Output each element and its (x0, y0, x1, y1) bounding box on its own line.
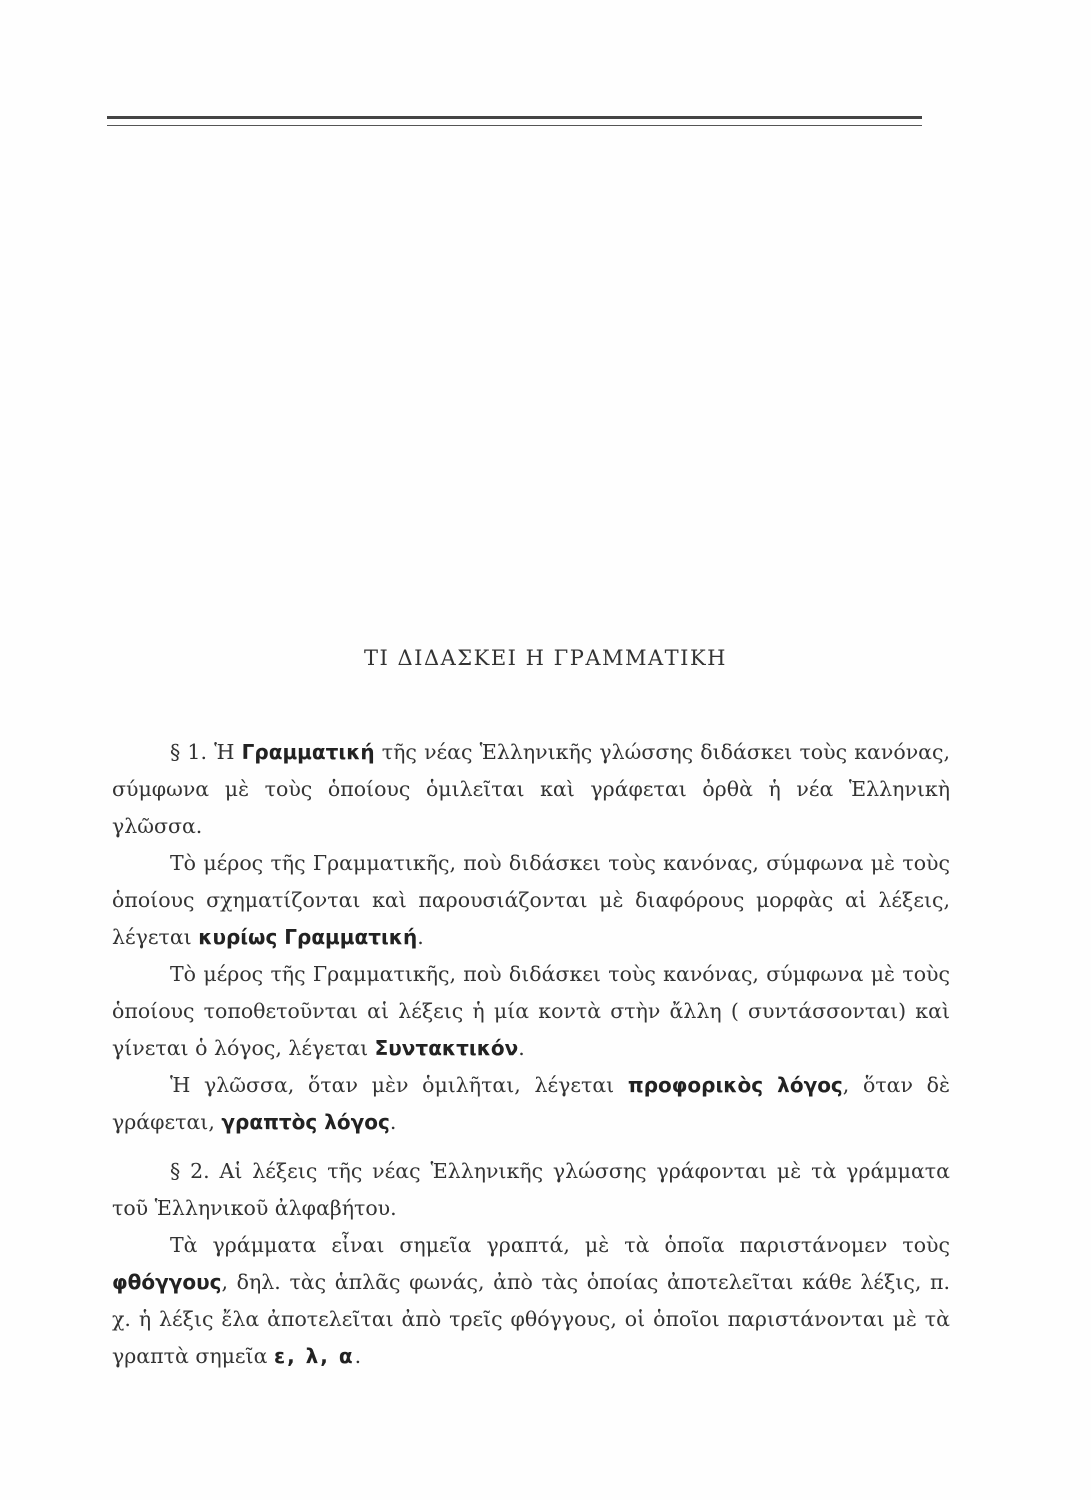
text-run: Αἱ λέξεις τῆς νέας Ἑλληνικῆς γλώσσης γράφονται μὲ τὰ γράμματα τοῦ Ἑλληνικοῦ ἀλφαβήτου. (112, 1159, 950, 1220)
paragraph-1 (112, 734, 950, 845)
paragraph-6 (112, 1227, 950, 1375)
text-run: Ἡ γλῶσσα, ὅταν μὲν ὁμιλῆται, λέγεται (170, 1073, 628, 1097)
bold-term-written-speech: γραπτὸς λόγος (221, 1110, 390, 1134)
paragraph-2 (112, 845, 950, 956)
text-run: Ἡ (206, 740, 242, 764)
bold-term-syntax: Συντακτικόν (374, 1036, 519, 1060)
text-run: . (389, 1110, 397, 1134)
bold-term-phonemes: φθόγγους (112, 1270, 222, 1294)
text-run: . (354, 1344, 362, 1368)
bold-term-oral-speech: προφορικὸς λόγος (627, 1073, 843, 1097)
paragraph-3 (112, 956, 950, 1067)
section-heading: ΤΙ ΔΙΔΑΣΚΕΙ Η ΓΡΑΜΜΑΤΙΚΗ (364, 646, 727, 670)
text-run: . (518, 1036, 525, 1060)
header-rule-thin (107, 125, 922, 126)
paragraph-5 (112, 1153, 950, 1227)
paragraph-4 (112, 1067, 950, 1141)
text-run: Τὰ γράμματα εἶναι σημεῖα γραπτά, μὲ τὰ ὁποῖα παριστάνομεν τοὺς (170, 1233, 950, 1257)
bold-term-grammar: Γραμματική (241, 740, 375, 764)
body-text (112, 734, 950, 1375)
section-marker-1: § 1. (170, 740, 207, 764)
text-run: Τὸ μέρος τῆς Γραμματικῆς, ποὺ διδάσκει τοὺς κανόνας, σύμφωνα μὲ τοὺς ὁποίους σχηματίζονται καὶ παρουσιάζονται μὲ διαφόρους μορφὰς αἱ λέξεις, λέγεται (112, 851, 950, 949)
section-marker-2: § 2. (170, 1159, 210, 1183)
header-rule-thick (107, 116, 922, 119)
text-run: Τὸ μέρος τῆς Γραμματικῆς, ποὺ διδάσκει τοὺς κανόνας, σύμφωνα μὲ τοὺς ὁποίους τοποθετοῦνται αἱ λέξεις ἡ μία κοντὰ στὴν ἄλλη ( συντάσσονται) καὶ γίνεται ὁ λόγος, λέγεται (112, 962, 950, 1060)
text-run: , δηλ. τὰς ἁπλᾶς φωνάς, ἀπὸ τὰς ὁποίας ἀποτελεῖται κάθε λέξις, π. χ. ἡ λέξις ἔλα ἀποτελεῖται ἀπὸ τρεῖς φθόγγους, οἱ ὁποῖοι παριστάνονται μὲ τὰ γραπτὰ σημεῖα (112, 1270, 950, 1368)
text-run: τῆς νέας Ἑλληνικῆς γλώσσης διδάσκει τοὺς κανόνας, σύμφωνα μὲ τοὺς ὁποίους ὁμιλεῖται καὶ γράφεται ὀρθὰ ἡ νέα Ἑλληνικὴ γλῶσσα. (112, 740, 951, 838)
text-run: , ὅταν δὲ γράφεται, (112, 1073, 950, 1134)
bold-letters-e-l-a: ε, λ, α (273, 1344, 355, 1368)
text-run: . (417, 925, 424, 949)
bold-term-proper-grammar: κυρίως Γραμματική (198, 925, 418, 949)
